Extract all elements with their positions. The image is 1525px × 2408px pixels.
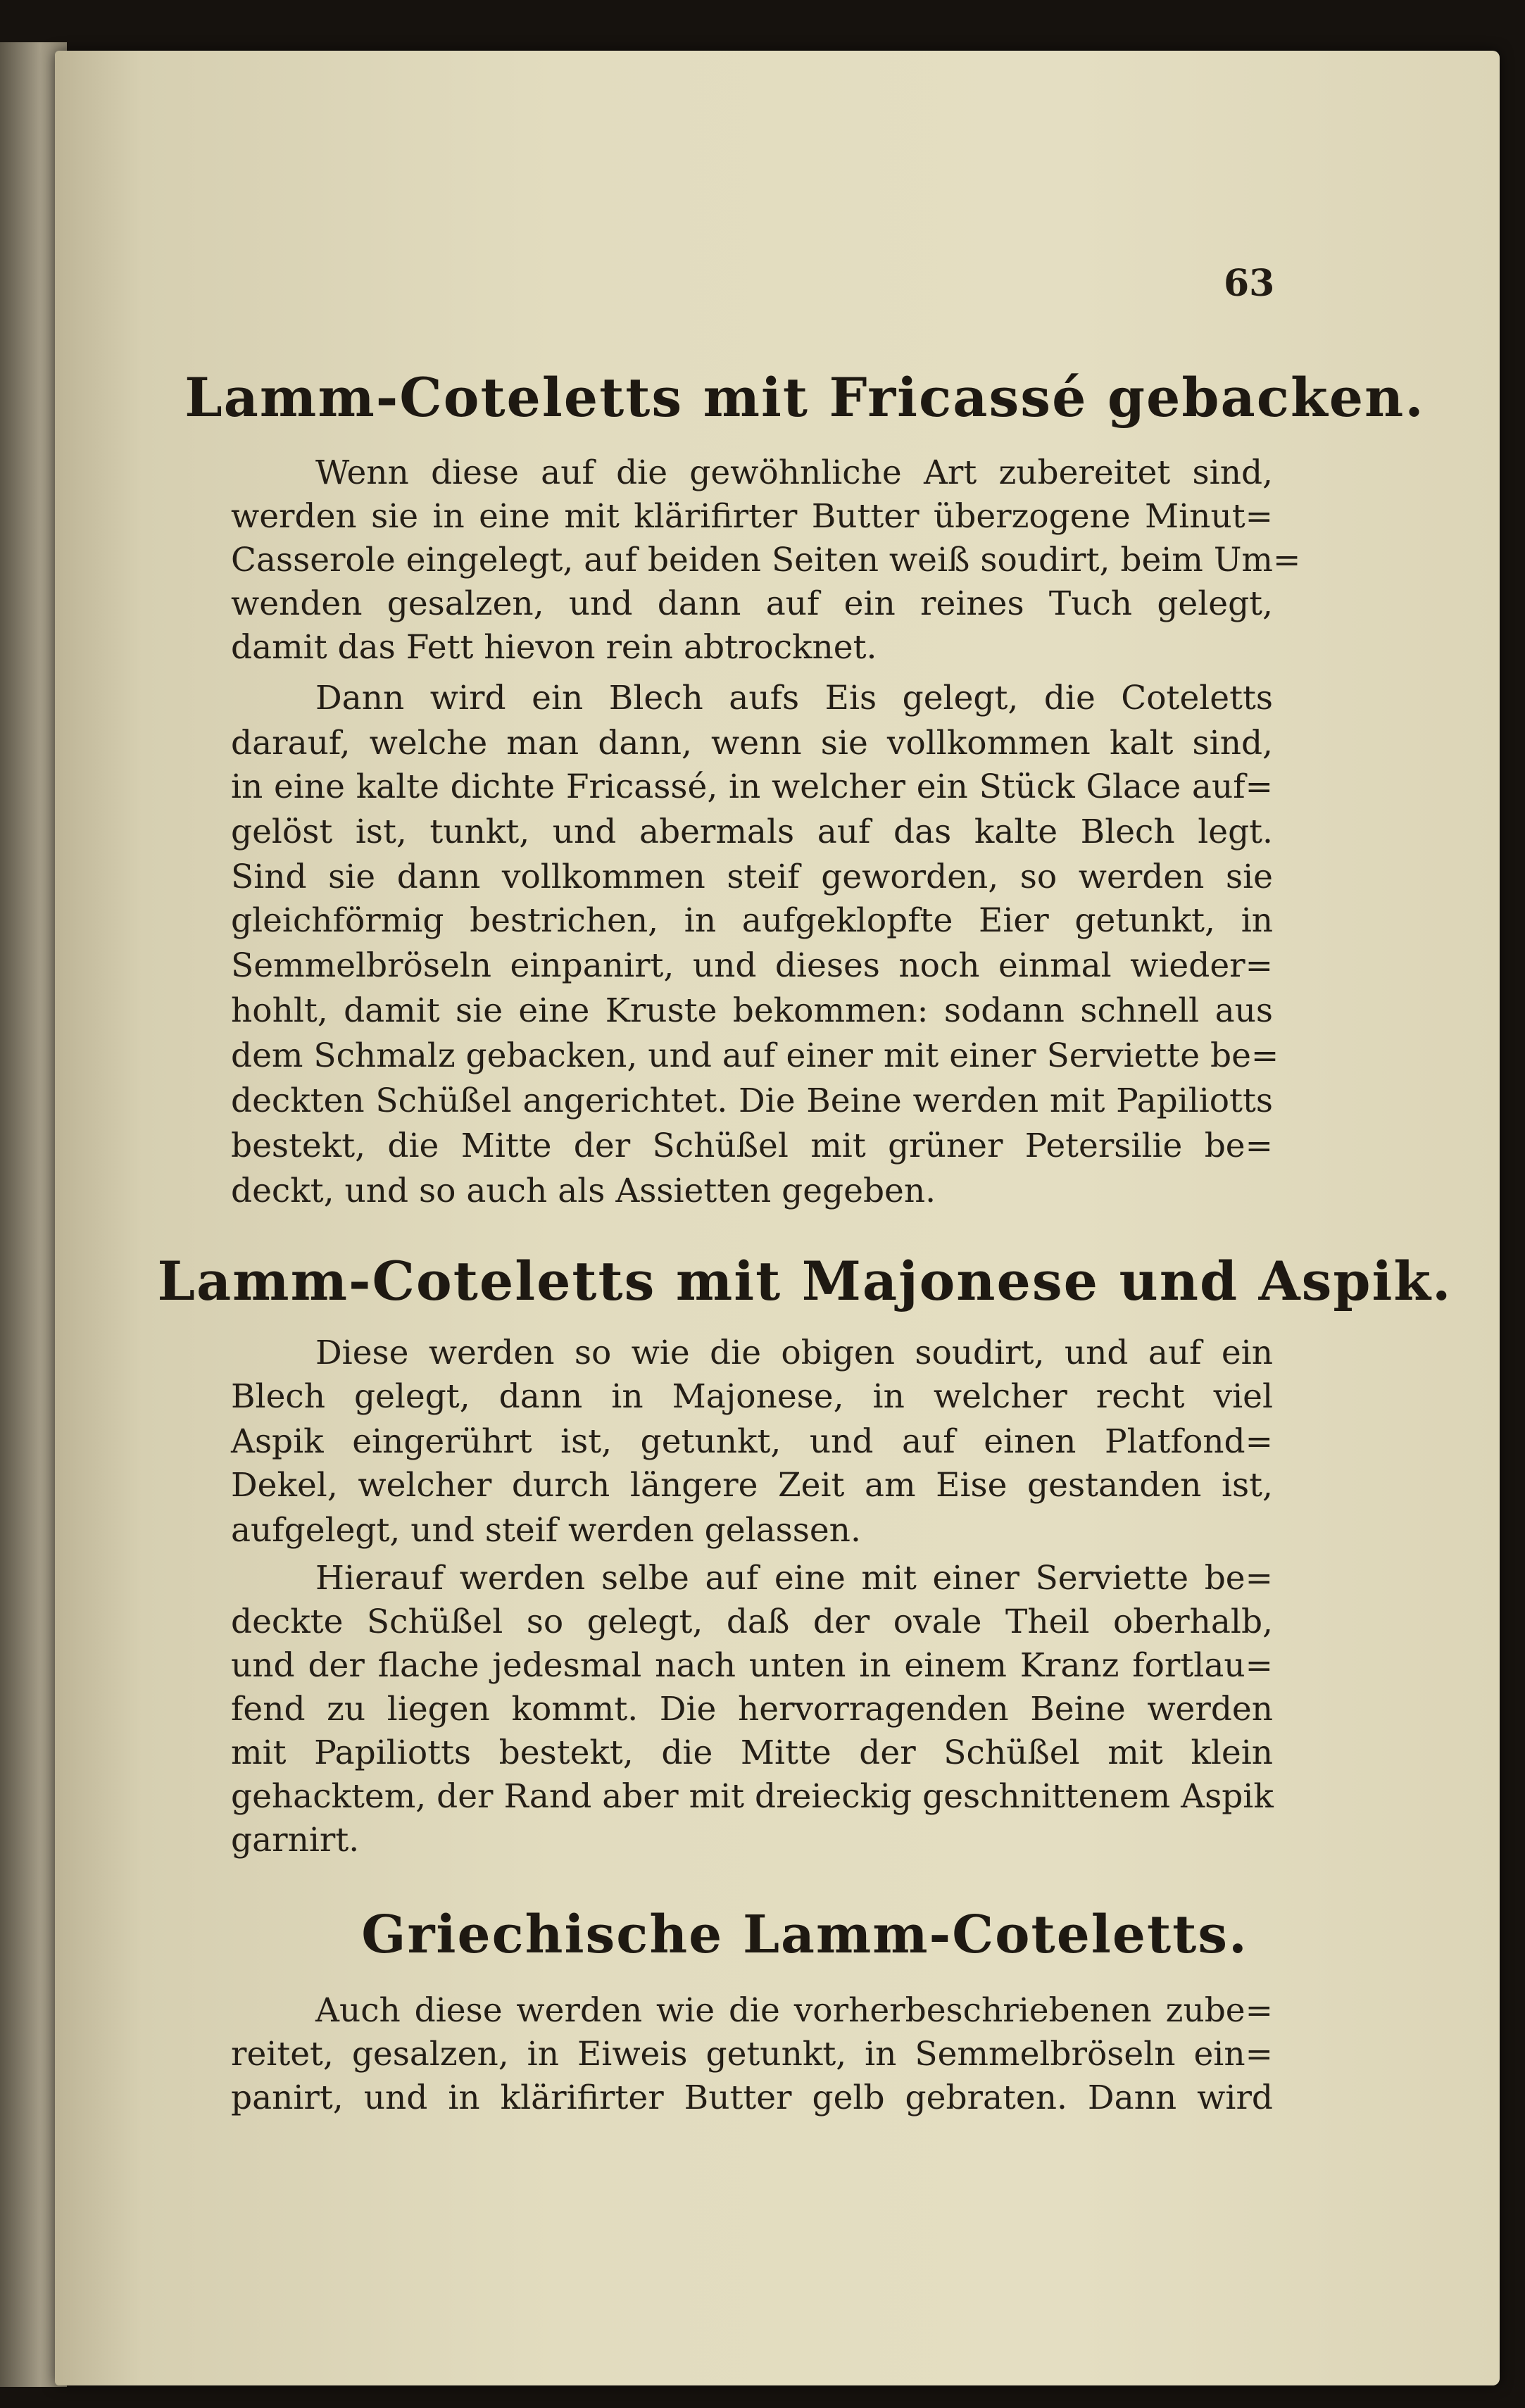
text-line: Aspik eingerührt ist, getunkt, und auf einen Platfond= [231,1422,1273,1461]
text-line: Auch diese werden wie die vorherbeschriebenen zube= [315,1991,1273,2030]
text-line: in eine kalte dichte Fricassé, in welcher ein Stück Glace auf= [231,767,1273,806]
text-line: Casserole eingelegt, auf beiden Seiten weiß soudirt, beim Um= [231,541,1301,579]
text-line: wenden gesalzen, und dann auf ein reines Tuch gelegt, [231,584,1273,623]
text-line: und der flache jedesmal nach unten in einem Kranz fortlau= [231,1646,1273,1685]
section-heading-2: Lamm-Coteletts mit Majonese und Aspik. [157,1250,1452,1312]
text-line: Hierauf werden selbe auf eine mit einer Serviette be= [315,1559,1273,1598]
text-line: gleichförmig bestrichen, in aufgeklopfte Eier getunkt, in [231,901,1273,940]
text-line: Wenn diese auf die gewöhnliche Art zubereitet sind, [315,453,1273,492]
text-line: garnirt. [231,1821,360,1860]
text-line: hohlt, damit sie eine Kruste bekommen: sodann schnell aus [231,991,1273,1030]
text-line: gelöst ist, tunkt, und abermals auf das kalte Blech legt. [231,813,1273,851]
text-line: deckten Schüßel angerichtet. Die Beine werden mit Papiliotts [231,1081,1273,1120]
text-line: reitet, gesalzen, in Eiweis getunkt, in Semmelbröseln ein= [231,2035,1273,2074]
text-line: Diese werden so wie die obigen soudirt, und auf ein [315,1334,1273,1372]
text-line: damit das Fett hievon rein abtrocknet. [231,628,877,667]
page-number: 63 [1224,262,1275,305]
text-line: dem Schmalz gebacken, und auf einer mit einer Serviette be= [231,1036,1279,1075]
text-line: Dann wird ein Blech aufs Eis gelegt, die Coteletts [315,679,1273,717]
text-line: Sind sie dann vollkommen steif geworden, so werden sie [231,858,1273,896]
text-line: darauf, welche man dann, wenn sie vollkommen kalt sind, [231,724,1273,763]
text-line: gehacktem, der Rand aber mit dreieckig geschnittenem Aspik [231,1777,1274,1816]
text-line: deckt, und so auch als Assietten gegeben. [231,1172,936,1210]
text-line: Dekel, welcher durch längere Zeit am Eise gestanden ist, [231,1466,1273,1505]
text-line: aufgelegt, und steif werden gelassen. [231,1511,861,1550]
text-line: panirt, und in klärifirter Butter gelb gebraten. Dann wird [231,2078,1273,2117]
section-heading-1: Lamm-Coteletts mit Fricassé gebacken. [184,366,1425,429]
section-heading-3: Griechische Lamm-Coteletts. [361,1905,1248,1965]
text-line: werden sie in eine mit klärifirter Butter überzogene Minut= [231,497,1273,536]
text-line: Semmelbröseln einpanirt, und dieses noch einmal wieder= [231,946,1273,985]
text-line: bestekt, die Mitte der Schüßel mit grüner Petersilie be= [231,1127,1273,1165]
text-line: fend zu liegen kommt. Die hervorragenden Beine werden [231,1690,1273,1729]
text-line: deckte Schüßel so gelegt, daß der ovale Theil oberhalb, [231,1603,1273,1641]
text-line: Blech gelegt, dann in Majonese, in welcher recht viel [231,1377,1273,1416]
text-line: mit Papiliotts bestekt, die Mitte der Schüßel mit klein [231,1733,1273,1772]
